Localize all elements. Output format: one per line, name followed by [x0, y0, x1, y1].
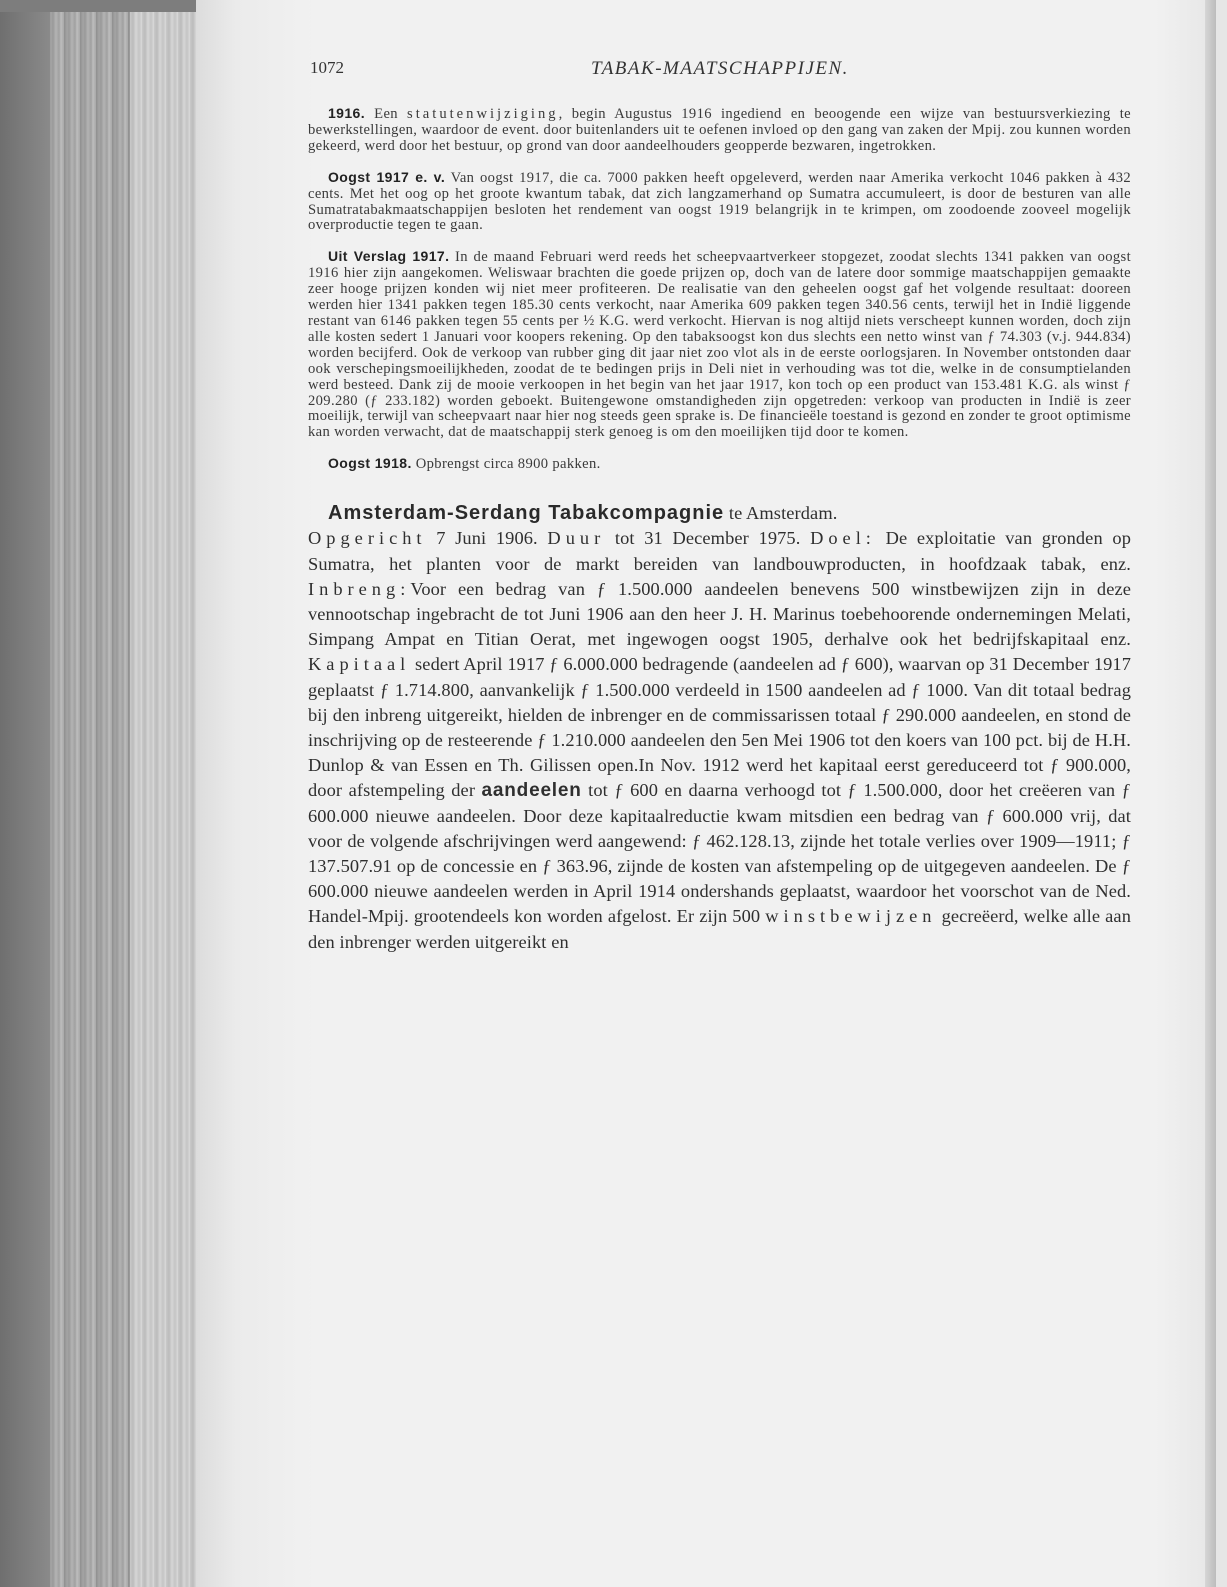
- top-shadow: [0, 0, 200, 12]
- label-opgericht: Opgericht: [308, 528, 427, 549]
- spaced-term: statutenwijziging: [407, 106, 559, 122]
- paragraph-text: Van oogst 1917, die ca. 7000 pakken heeft opgeleverd, werden naar Amerika verkocht 1046 pakken à 432 cents. Met het oog op het groote kwantum tabak, dat zich langzamerhand op Sumatra accumuleert, is door de besturen van alle Sumatratabakmaatschappijen besloten het rendement van oogst 1919 belangrijk in te krimpen, om zoodoende zooveel mogelijk overproductie tegen te gaan.: [308, 169, 1132, 234]
- paragraph-text: Een: [365, 106, 408, 122]
- kapitaal-text-continued: tot ƒ 600 en daarna verhoogd tot ƒ 1.500.000, door het creëeren van ƒ 600.000 nieuwe aandeelen. Door deze kapitaalreductie kwam mitsdien een bedrag van ƒ 600.000 vrij, dat voor de volgende afschrijvingen werd aangewend: ƒ 462.128.13, zijnde het totale verlies over 1909—1911; ƒ 137.507.91 op de concessie en ƒ 363.96, zijnde de kosten van afstempeling op de uitgegeven aandeelen. De ƒ 600.000 nieuwe aandeelen werden in April 1914 ondershands geplaatst, waardoor het voorschot van de Ned. Handel-Mpij. grootendeels kon worden afgelost. Er zijn 500: [308, 780, 1131, 927]
- paragraph-text: , begin Augustus 1916 ingediend en beoogende een wijze van bestuursverkiezing te bewerkstellingen, waardoor de event. door buitenlanders uit te oefenen invloed op den gang van zaken der Mpij. zou kunnen worden gekeerd, werd door het bestuur, op grond van door aandeelhouders geopperde bezwaren, ingetrokken.: [308, 106, 1131, 154]
- label-kapitaal: Kapitaal: [308, 654, 411, 675]
- duur-text: tot 31 December 1975.: [605, 528, 811, 549]
- label-doel: Doel:: [810, 528, 876, 549]
- section-lead: Oogst 1917 e. v.: [328, 168, 446, 185]
- company-entry: [308, 501, 1131, 955]
- book-cover-edge: [0, 0, 50, 1587]
- small-print-sections: [308, 106, 1131, 473]
- page-right-edge: [1205, 0, 1216, 1587]
- paragraph-oogst-1917: [308, 170, 1131, 235]
- kapitaal-text: sedert April 1917 ƒ 6.000.000 bedragende (aandeelen ad ƒ 600), waarvan op 31 December 1917 geplaatst ƒ 1.714.800, aanvankelijk ƒ 1.500.000 verdeeld in 1500 aandeelen ad ƒ 1000. Van dit totaal bedrag bij den inbreng uitgereikt, hielden de inbrenger en de commissarissen totaal ƒ 290.000 aandeelen, en stond de inschrijving op de resteerende ƒ 1.210.000 aandeelen den 5en Mei 1906 tot den koers van 100 pct. bij de H.H. Dunlop & van Essen en Th. Gilissen open.In Nov. 1912 werd het kapitaal eerst gereduceerd tot ƒ 900.000, door afstempeling der: [308, 654, 1131, 801]
- label-inbreng: Inbreng:: [308, 578, 411, 599]
- company-location: te Amsterdam.: [724, 503, 838, 524]
- paragraph-oogst-1918: [308, 456, 1131, 473]
- label-winstbewijzen: winstbewijzen: [765, 906, 937, 927]
- opgericht-text: 7 Juni 1906.: [426, 528, 548, 549]
- closing-text: gecreëerd, welke alle aan den inbrenger werden uitgereikt en: [308, 906, 1131, 952]
- page-content: [308, 106, 1131, 955]
- section-lead: 1916.: [328, 105, 366, 121]
- paragraph-text: In de maand Februari werd reeds het scheepvaartverkeer stopgezet, zoodat slechts 1341 pakken van oogst 1916 hier zijn aangekomen. Weliswaar brachten die goede prijzen op, doch van de latere door sommige maatschappijen gemaakte zeer hooge prijzen konden wij niet meer profiteeren. De realisatie van den geheelen oogst gaf het volgende resultaat: dooreen werden hier 1341 pakken tegen 185.30 cents verkocht, naar Amerika 609 pakken tegen 340.56 cents, terwijl het in Indië liggende restant van 6146 pakken tegen 55 cents per ½ K.G. werd verkocht. Hiervan is nog altijd niets verscheept kunnen worden, doch zijn alle kosten sedert 1 Januari voor koopers rekening. Op den tabaksoogst kon dus slechts een netto winst van ƒ 74.303 (v.j. 944.834) worden becijferd. Ook de verkoop van rubber ging dit jaar niet zoo vlot als in de eerste oorlogsjaren. In November ontstonden daar ook verschepingsmoeilijkheden, zoodat de te bedingen prijs in Deli niet in verhouding was tot die, welke in de consumptielanden werd besteed. Dank zij de mooie verkoopen in het begin van het jaar 1917, kon toch op een product van 153.481 K.G. als winst ƒ 209.280 (ƒ 233.182) worden geboekt. Buitengewone omstandigheden zijn opgetreden: verkoop van producten in Indië is zeer moeilijk, terwijl van scheepvaart naar hier nog steeds geen sprake is. De financieële toestand is gezond en zonder te groot optimisme kan worden verwacht, dat de maatschappij sterk genoeg is om den moeilijken tijd door te komen.: [308, 249, 1131, 441]
- company-name: Amsterdam-Serdang Tabakcompagnie: [328, 502, 725, 525]
- company-paragraph: [308, 501, 1131, 955]
- doel-text: De exploitatie van gronden op Sumatra, het planten voor de markt bereiden van landbouwproducten, in hoofdzaak tabak, enz.: [308, 528, 1131, 574]
- bold-aandeelen: aandeelen: [481, 780, 582, 802]
- label-duur: Duur: [547, 528, 606, 549]
- paragraph-verslag-1917: [308, 249, 1131, 441]
- section-lead: Uit Verslag 1917.: [328, 248, 450, 265]
- page-header: [310, 58, 1130, 84]
- inbreng-text: Voor een bedrag van ƒ 1.500.000 aandeelen benevens 500 winstbewijzen zijn in deze vennootschap ingebracht de tot Juni 1906 aan den heer J. H. Marinus toebehoorende ondernemingen Melati, Simpang Ampat en Titian Oerat, met ingewogen oogst 1905, derhalve ook het bedrijfskapitaal enz.: [308, 578, 1131, 650]
- page-number: 1072: [310, 58, 344, 77]
- running-title: TABAK-MAATSCHAPPIJEN.: [591, 58, 849, 79]
- page-edges: [130, 12, 200, 1587]
- paragraph-text: Opbrengst circa 8900 pakken.: [411, 456, 601, 473]
- paragraph-1916: [308, 106, 1131, 155]
- section-lead: Oogst 1918.: [328, 455, 412, 472]
